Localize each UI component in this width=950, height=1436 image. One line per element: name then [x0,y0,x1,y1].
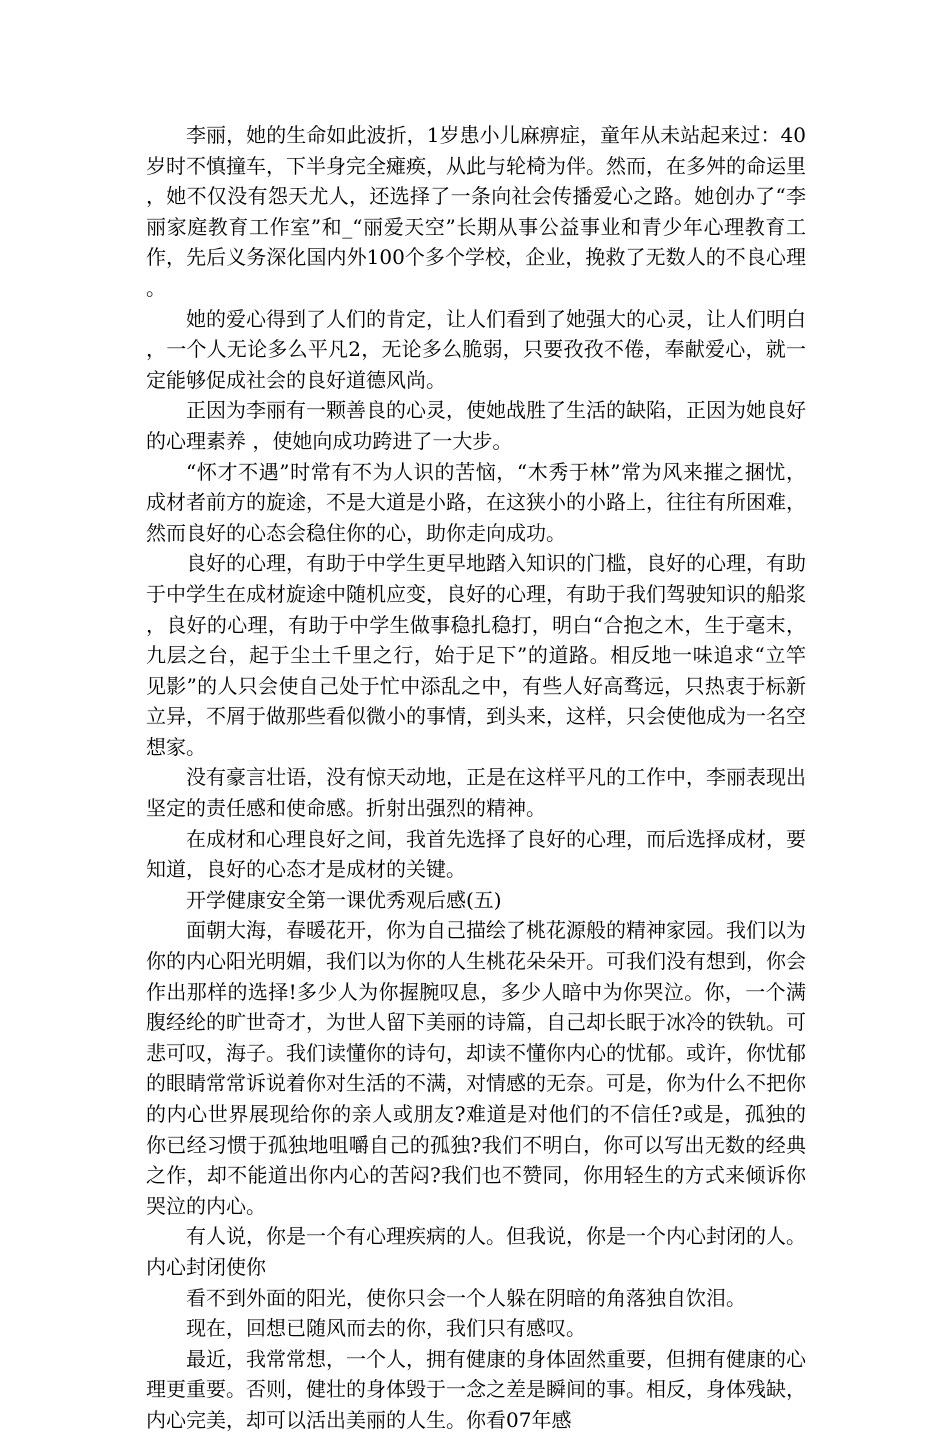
paragraph-love-recognized: 她的爱心得到了人们的肯定，让人们看到了她强大的心灵，让人们明白，一个人无论多么平凡2，无论多么脆弱，只要孜孜不倦，奉献爱心，就一定能够促成社会的良好道德风尚。 [146,306,806,392]
paragraph-sigh: 现在，回想已随风而去的你，我们只有感叹。 [186,1316,586,1341]
paragraph-talent-unrecognized: “怀才不遇”时常有不为人识的苦恼，“木秀于林”常为风来摧之捆忧，成材者前方的旋途，不是大道是小路，在这狭小的小路上，往往有所困难，然而良好的心态会稳住你的心，助你走向成功。 [146,459,806,545]
section-heading: 开学健康安全第一课优秀观后感(五) [186,887,502,912]
paragraph-choice: 在成材和心理良好之间，我首先选择了良好的心理，而后选择成材，要知道，良好的心态才是成材的关键。 [146,826,806,882]
paragraph-kind-heart: 正因为李丽有一颗善良的心灵，使她战胜了生活的缺陷，正因为她良好的心理素养 ，使她向成功跨进了一大步。 [146,398,806,453]
document-body [146,120,806,1436]
paragraph-closed-heart: 有人说，你是一个有心理疾病的人。但我说，你是一个内心封闭的人。内心封闭使你 [146,1224,806,1279]
paragraph-good-mentality: 良好的心理，有助于中学生更早地踏入知识的门槛，良好的心理，有助于中学生在成材旋途中随机应变，良好的心理，有助于我们驾驶知识的船浆，良好的心理，有助于中学生做事稳扎稳打，明白“合抱之木，生于毫末，九层之台，起于尘土千里之行，始于足下”的道路。相反地一味追求“立竿见影”的人只会使自己处于忙中添乱之中，有些人好高骛远，只热衷于标新立异，不屑于做那些看似微小的事情，到头来，这样，只会使他成为一名空想家。 [146,551,806,759]
paragraph-facing-sea: 面朝大海，春暖花开，你为自己描绘了桃花源般的精神家园。我们以为你的内心阳光明媚，我们以为你的人生桃花朵朵开。可我们没有想到，你会作出那样的选择!多少人为你握腕叹息，多少人暗中为你哭泣。你，一个满腹经纶的旷世奇才，为世人留下美丽的诗篇，自己却长眠于冰冷的铁轨。可悲可叹，海子。我们读懂你的诗句，却读不懂你内心的忧郁。或许，你忧郁的眼睛常常诉说着你对生活的不满，对情感的无奈。可是，你为什么不把你的内心世界展现给你的亲人或朋友?难道是对他们的不信任?或是，孤独的你已经习惯于孤独地咀嚼自己的孤独?我们不明白，你可以写出无数的经典之作，却不能道出你内心的苦闷?我们也不赞同，你用轻生的方式来倾诉你哭泣的内心。 [146,918,806,1218]
paragraph-li-li-story: 李丽，她的生命如此波折，1岁患小儿麻痹症，童年从未站起来过：40岁时不慎撞车，下半身完全瘫痪，从此与轮椅为伴。然而，在多舛的命运里，她不仅没有怨天尤人，还选择了一条向社会传播爱心之路。她创办了“李丽家庭教育工作室”和_“丽爱天空”长期从事公益事业和青少年心理教育工作，先后义务深化国内外100个多个学校，企业，挽救了无数人的不良心理。 [146,123,806,300]
paragraph-no-sunlight: 看不到外面的阳光，使你只会一个人躲在阴暗的角落独自饮泪。 [186,1285,746,1310]
paragraph-healthy-mind: 最近，我常常想，一个人，拥有健康的身体固然重要，但拥有健康的心理更重要。否则，健壮的身体毁于一念之差是瞬间的事。相反，身体残缺，内心完美，却可以活出美丽的人生。你看07年感 [146,1346,806,1432]
paragraph-no-grand-words: 没有豪言壮语，没有惊天动地，正是在这样平凡的工作中，李丽表现出坚定的责任感和使命感。折射出强烈的精神。 [146,765,806,821]
